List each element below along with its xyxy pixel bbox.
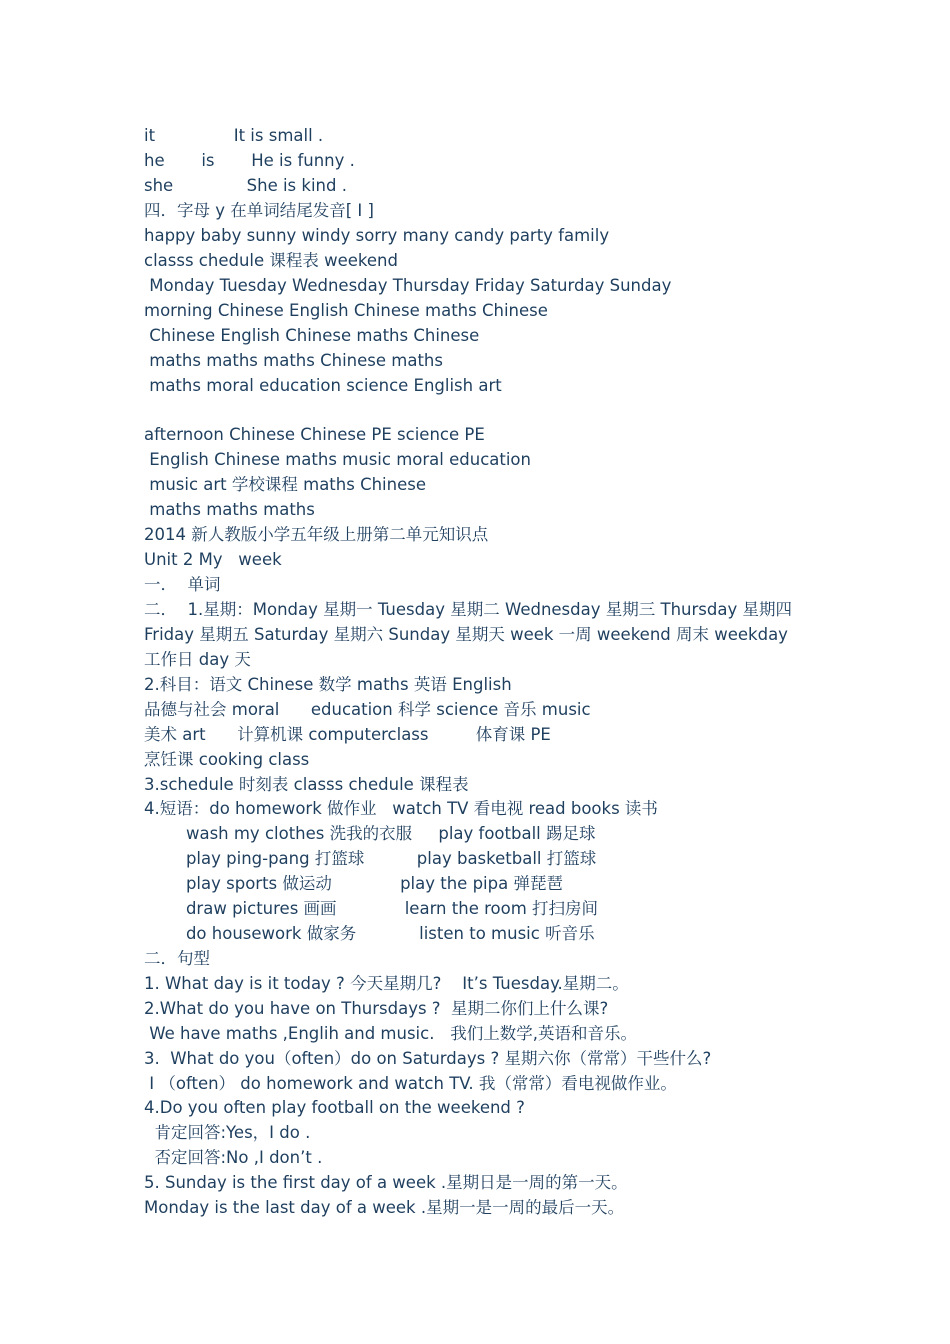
text-line: 2.What do you have on Thursdays ? 星期二你们上什么课?	[144, 999, 609, 1018]
text-line: wash my clothes 洗我的衣服 play football 踢足球	[144, 824, 596, 843]
section-heading: 二．句型	[144, 949, 210, 968]
text-line: 二． 1.星期：Monday 星期一 Tuesday 星期二 Wednesday 星期三 Thursday 星期四	[144, 600, 792, 619]
text-line: I （often） do homework and watch TV. 我（常常）看电视做作业。	[144, 1074, 677, 1093]
text-line: he is He is funny .	[144, 151, 355, 170]
text-line: 否定回答:No ,I don’t .	[144, 1148, 323, 1167]
text-line: afternoon Chinese Chinese PE science PE	[144, 425, 485, 444]
text-line: 肯定回答:Yes，I do .	[144, 1123, 311, 1142]
text-line: play sports 做运动 play the pipa 弹琵琶	[144, 874, 563, 893]
text-line: do housework 做家务 listen to music 听音乐	[144, 924, 595, 943]
section-heading: 四．字母 y 在单词结尾发音[ I ]	[144, 201, 374, 220]
section-heading: 一． 单词	[144, 575, 221, 594]
text-line: 美术 art 计算机课 computerclass 体育课 PE	[144, 725, 551, 744]
text-line: 3.schedule 时刻表 classs chedule 课程表	[144, 775, 469, 794]
text-line: 1. What day is it today ? 今天星期几? It’s Tuesday.星期二。	[144, 974, 629, 993]
text-line: Friday 星期五 Saturday 星期六 Sunday 星期天 week 一周 weekend 周末 weekday	[144, 625, 788, 644]
text-line: classs chedule 课程表 weekend	[144, 251, 398, 270]
text-line: play ping-pang 打篮球 play basketball 打篮球	[144, 849, 597, 868]
text-line: 5. Sunday is the first day of a week .星期日是一周的第一天。	[144, 1173, 628, 1192]
text-line: 品德与社会 moral education 科学 science 音乐 music	[144, 700, 591, 719]
text-line: 3. What do you（often）do on Saturdays ? 星期六你（常常）干些什么?	[144, 1049, 712, 1068]
document-title: 2014 新人教版小学五年级上册第二单元知识点	[144, 525, 489, 544]
text-line: maths maths maths Chinese maths	[144, 351, 443, 370]
unit-title: Unit 2 My week	[144, 550, 282, 569]
text-line: maths maths maths	[144, 500, 315, 519]
text-line: 4.Do you often play football on the weekend ?	[144, 1098, 525, 1117]
text-line: Chinese English Chinese maths Chinese	[144, 326, 480, 345]
text-line: English Chinese maths music moral education	[144, 450, 531, 469]
text-line: maths moral education science English art	[144, 376, 502, 395]
text-line: 2.科目：语文 Chinese 数学 maths 英语 English	[144, 675, 512, 694]
text-line: 工作日 day 天	[144, 650, 251, 669]
text-line: We have maths ,Englih and music. 我们上数学,英语和音乐。	[144, 1024, 637, 1043]
text-line: she She is kind .	[144, 176, 347, 195]
text-line: music art 学校课程 maths Chinese	[144, 475, 426, 494]
text-line: 烹饪课 cooking class	[144, 750, 310, 769]
text-line: Monday Tuesday Wednesday Thursday Friday Saturday Sunday	[144, 276, 672, 295]
text-line: draw pictures 画画 learn the room 打扫房间	[144, 899, 599, 918]
text-line: it It is small .	[144, 126, 324, 145]
text-line: happy baby sunny windy sorry many candy party family	[144, 226, 610, 245]
text-line: morning Chinese English Chinese maths Chinese	[144, 301, 548, 320]
text-line: 4.短语：do homework 做作业 watch TV 看电视 read books 读书	[144, 799, 658, 818]
text-line: Monday is the last day of a week .星期一是一周的最后一天。	[144, 1198, 625, 1217]
